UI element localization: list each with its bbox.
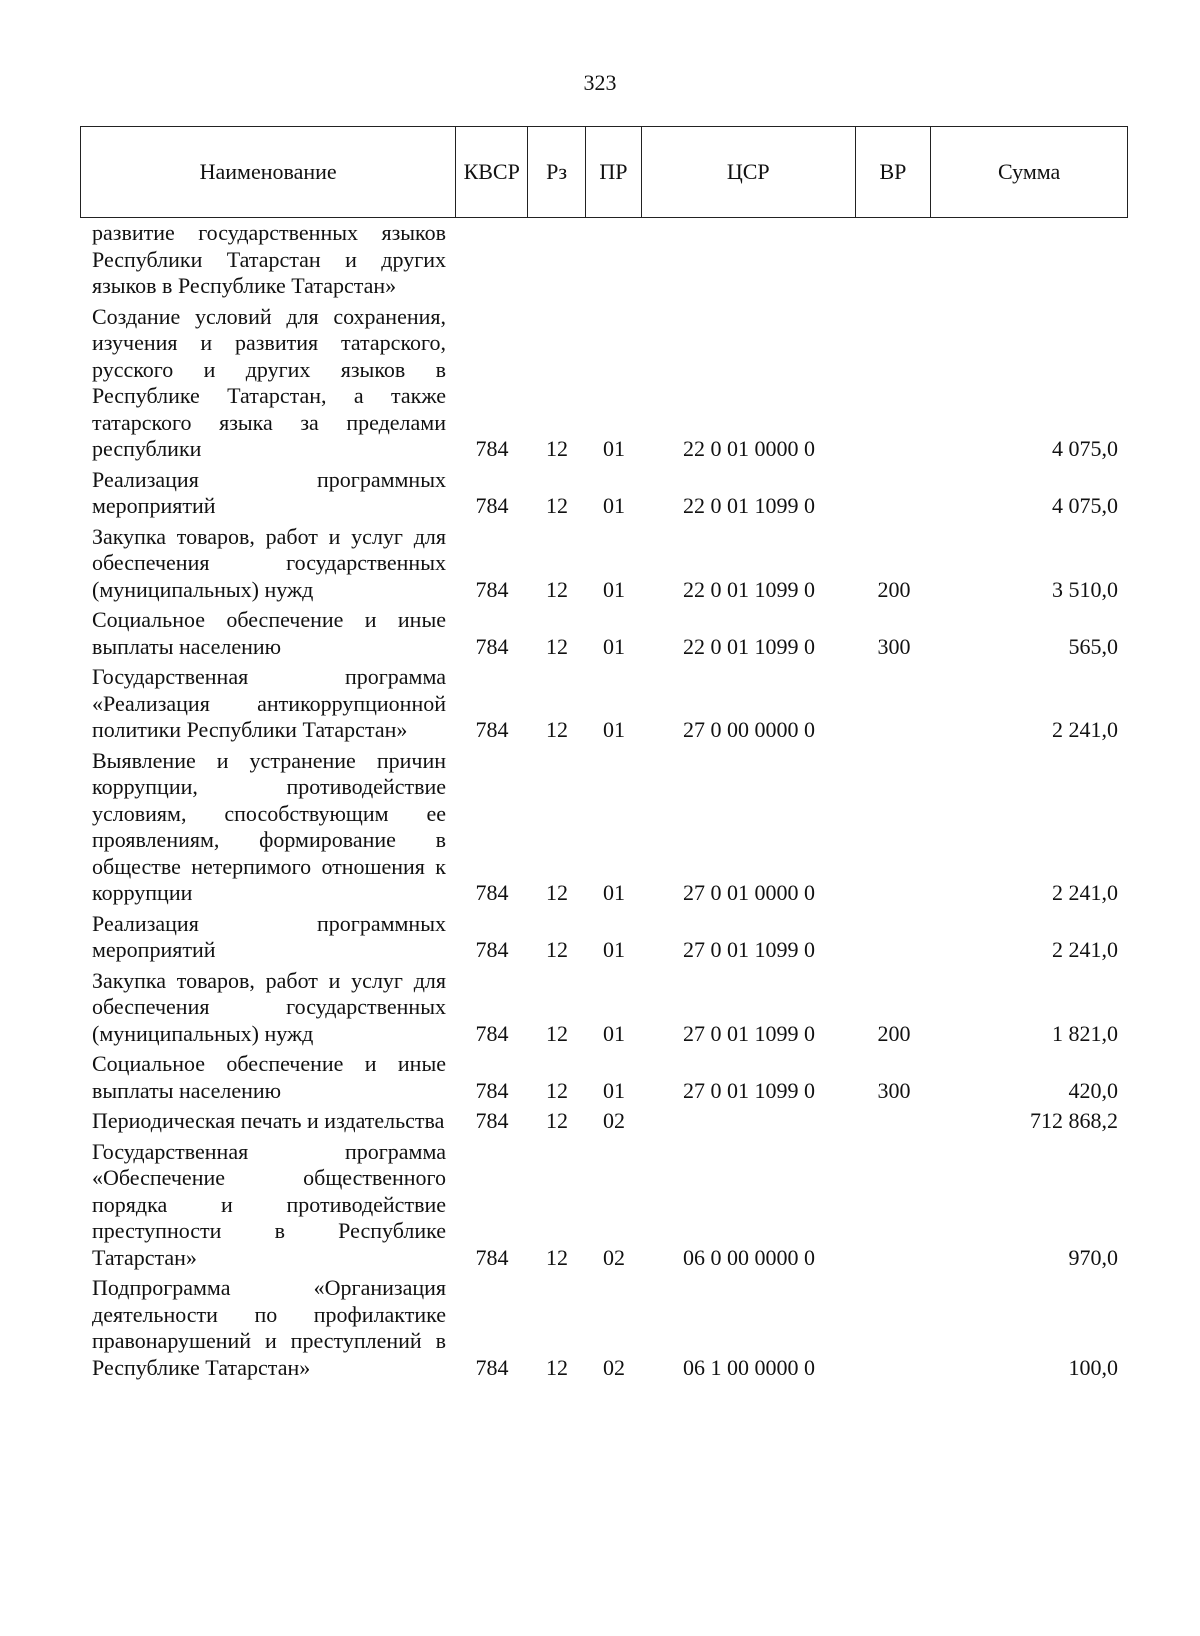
row-vr-cell: 300 — [877, 633, 911, 659]
table-body — [80, 220, 1128, 1385]
row-pr-cell: 01 — [603, 1020, 625, 1046]
row-pr-cell: 01 — [603, 1077, 625, 1103]
row-rz-cell: 12 — [546, 633, 568, 659]
row-rz-cell: 12 — [546, 717, 568, 742]
row-pr-cell: 02 — [603, 1354, 625, 1380]
row-pr-cell: 01 — [603, 633, 625, 659]
row-sum-cell: 4 075,0 — [1052, 436, 1118, 461]
row-kvsr-cell: 784 — [475, 1244, 509, 1270]
row-name-cell: Периодическая печать и издательства — [92, 1108, 445, 1133]
row-name-cell: Создание условий для сохранения, изучения и развития татарского, русского и других языков в Республике Татарстан, а также татарского языка за пределами республики — [92, 303, 446, 461]
row-sum-cell: 4 075,0 — [1052, 493, 1118, 518]
row-kvsr-cell: 784 — [475, 1077, 509, 1103]
table-row — [80, 1275, 1128, 1381]
table-row — [80, 1139, 1128, 1272]
row-kvsr-cell: 784 — [475, 576, 509, 602]
row-csr-cell: 22 0 01 1099 0 — [683, 633, 815, 659]
row-sum-cell: 970,0 — [1068, 1244, 1118, 1270]
row-name-cell: Социальное обеспечение и иные выплаты населению — [92, 1051, 446, 1103]
row-csr-cell: 27 0 00 0000 0 — [683, 717, 815, 742]
row-name-cell: Реализация программных мероприятий — [92, 466, 446, 518]
row-sum-cell: 2 241,0 — [1052, 880, 1118, 905]
row-csr-cell: 22 0 01 0000 0 — [683, 436, 815, 461]
row-name-cell: Закупка товаров, работ и услуг для обеспечения государственных (муниципальных) нужд — [92, 523, 446, 602]
row-sum-cell: 2 241,0 — [1052, 937, 1118, 962]
row-kvsr-cell: 784 — [475, 633, 509, 659]
row-sum-cell: 1 821,0 — [1052, 1020, 1118, 1046]
row-vr-cell: 300 — [877, 1077, 911, 1103]
table-row — [80, 968, 1128, 1048]
row-csr-cell: 22 0 01 1099 0 — [683, 576, 815, 602]
row-pr-cell: 01 — [603, 717, 625, 742]
table-row — [80, 911, 1128, 964]
table-row — [80, 664, 1128, 744]
row-rz-cell: 12 — [546, 937, 568, 962]
row-sum-cell: 712 868,2 — [1030, 1108, 1118, 1133]
row-kvsr-cell: 784 — [475, 493, 509, 518]
row-rz-cell: 12 — [546, 1244, 568, 1270]
row-kvsr-cell: 784 — [475, 1108, 509, 1133]
header-name: Наименование — [81, 127, 456, 217]
table-row — [80, 304, 1128, 463]
row-pr-cell: 02 — [603, 1244, 625, 1270]
row-vr-cell: 200 — [877, 576, 911, 602]
header-vr: ВР — [856, 127, 932, 217]
table-row — [80, 607, 1128, 660]
header-csr: ЦСР — [642, 127, 856, 217]
row-sum-cell: 420,0 — [1068, 1077, 1118, 1103]
row-name-cell: развитие государственных языков Республики Татарстан и других языков в Республике Татарстан» — [92, 220, 446, 298]
row-name-cell: Государственная программа «Реализация антикоррупционной политики Республики Татарстан» — [92, 664, 446, 742]
header-pr: ПР — [586, 127, 642, 217]
table-row — [80, 220, 1128, 300]
row-sum-cell: 2 241,0 — [1052, 717, 1118, 742]
row-name-cell: Реализация программных мероприятий — [92, 910, 446, 962]
row-rz-cell: 12 — [546, 1354, 568, 1380]
header-sum: Сумма — [998, 159, 1061, 184]
row-csr-cell: 27 0 01 1099 0 — [683, 1020, 815, 1046]
row-pr-cell: 01 — [603, 937, 625, 962]
row-rz-cell: 12 — [546, 436, 568, 461]
header-kvsr: КВСР — [456, 127, 528, 217]
row-sum-cell: 565,0 — [1068, 633, 1118, 659]
row-pr-cell: 01 — [603, 493, 625, 518]
table-row — [80, 524, 1128, 604]
table-header — [80, 126, 1128, 218]
row-sum-cell: 3 510,0 — [1052, 576, 1118, 602]
page-number: 323 — [583, 70, 617, 95]
row-kvsr-cell: 784 — [475, 880, 509, 905]
row-kvsr-cell: 784 — [475, 1354, 509, 1380]
row-csr-cell: 27 0 01 1099 0 — [683, 937, 815, 962]
row-rz-cell: 12 — [546, 493, 568, 518]
row-name-cell: Социальное обеспечение и иные выплаты населению — [92, 607, 446, 659]
row-rz-cell: 12 — [546, 1077, 568, 1103]
header-rz: Рз — [528, 127, 586, 217]
row-pr-cell: 01 — [603, 436, 625, 461]
row-vr-cell: 200 — [877, 1020, 911, 1046]
row-pr-cell: 01 — [603, 880, 625, 905]
table-row — [80, 467, 1128, 520]
row-sum-cell: 100,0 — [1068, 1354, 1118, 1380]
row-name-cell: Закупка товаров, работ и услуг для обеспечения государственных (муниципальных) нужд — [92, 967, 446, 1046]
row-rz-cell: 12 — [546, 1108, 568, 1133]
table-row — [80, 1108, 1128, 1135]
table-row — [80, 748, 1128, 907]
row-pr-cell: 01 — [603, 576, 625, 602]
row-name-cell: Подпрограмма «Организация деятельности по профилактике правонарушений и преступлений в Республике Татарстан» — [92, 1275, 446, 1380]
row-csr-cell: 06 1 00 0000 0 — [683, 1354, 815, 1380]
row-rz-cell: 12 — [546, 1020, 568, 1046]
row-kvsr-cell: 784 — [475, 436, 509, 461]
row-rz-cell: 12 — [546, 880, 568, 905]
row-pr-cell: 02 — [603, 1108, 625, 1133]
row-name-cell: Выявление и устранение причин коррупции, противодействие условиям, способствующим ее проявлениям, формирование в обществе нетерпимого отношения к коррупции — [92, 747, 446, 905]
row-name-cell: Государственная программа «Обеспечение общественного порядка и противодействие преступности в Республике Татарстан» — [92, 1138, 446, 1270]
row-csr-cell: 27 0 01 0000 0 — [683, 880, 815, 905]
row-kvsr-cell: 784 — [475, 1020, 509, 1046]
row-rz-cell: 12 — [546, 576, 568, 602]
row-csr-cell: 06 0 00 0000 0 — [683, 1244, 815, 1270]
row-csr-cell: 27 0 01 1099 0 — [683, 1077, 815, 1103]
row-kvsr-cell: 784 — [475, 937, 509, 962]
row-csr-cell: 22 0 01 1099 0 — [683, 493, 815, 518]
row-kvsr-cell: 784 — [475, 717, 509, 742]
table-row — [80, 1051, 1128, 1104]
